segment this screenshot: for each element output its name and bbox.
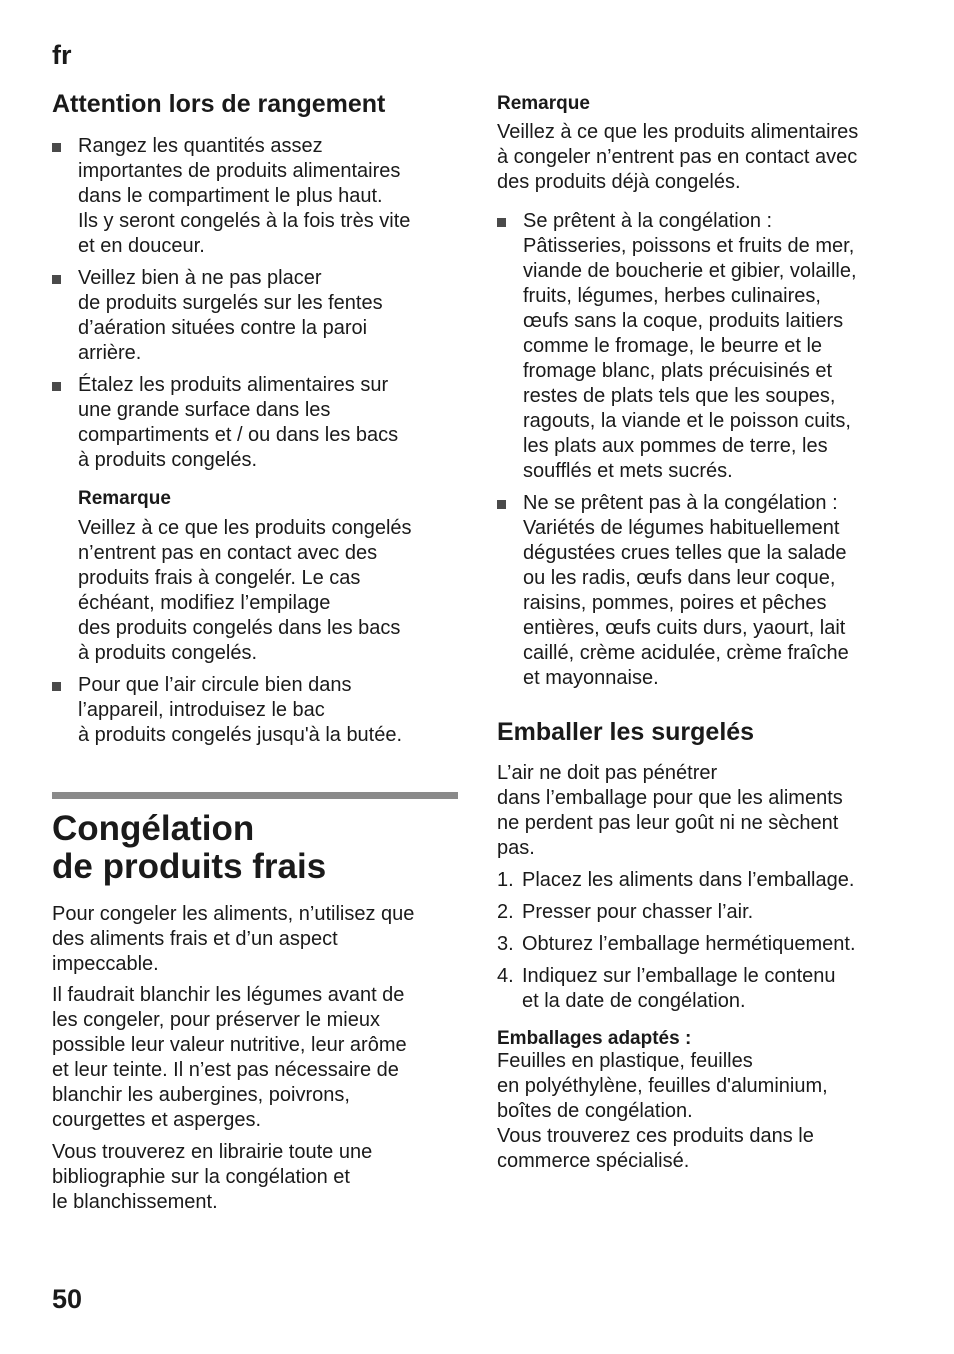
bullet-square-icon [52,682,61,691]
step-text: Presser pour chasser l’air. [522,901,754,923]
bullet-square-icon [497,218,506,227]
bullet-text: Veillez bien à ne pas placer de produits surgelés sur les fentes d’aération situées contre la paroi arrière. [78,267,383,364]
bullet-text: Pour que l’air circule bien dans l’appareil, introduisez le bac à produits congelés jusqu'à la butée. [78,674,403,746]
section-title-storage: Attention lors de rangement [52,90,386,118]
step-number: 3. [497,933,514,955]
paragraph: Pour congeler les aliments, n’utilisez que des aliments frais et d’un aspect impeccable. [52,903,415,975]
language-label: fr [52,40,72,70]
paragraph: Il faudrait blanchir les légumes avant de les congeler, pour préserver le mieux possible leur valeur nutritive, leur arôme et leur teinte. Il n’est pas nécessaire de blanchir les aubergines, poivrons, courgettes et asperges. [52,984,407,1131]
bullet-text: Ne se prêtent pas à la congélation : Variétés de légumes habituellement dégustées crues telles que la salade ou les radis, œufs dans leur coque, raisins, pommes, poires et pêches entières, œufs cuits durs, yaourt, lait caillé, crème acidulée, crème fraîche et mayonnaise. [523,492,849,689]
step-number: 1. [497,869,514,891]
step-text: Placez les aliments dans l’emballage. [522,869,855,891]
bullet-square-icon [497,500,506,509]
section-title-packaging: Emballer les surgelés [497,718,755,746]
step-text: Indiquez sur l’emballage le contenu et la date de congélation. [522,965,836,1012]
bullet-square-icon [52,382,61,391]
packaging-text: Feuilles en plastique, feuilles en polyéthylène, feuilles d'aluminium, boîtes de congélation. Vous trouverez ces produits dans le commerce spécialisé. [497,1050,828,1172]
step-number: 4. [497,965,514,987]
page-number: 50 [52,1284,83,1314]
step-text: Obturez l’emballage hermétiquement. [522,933,856,955]
step-number: 2. [497,901,514,923]
remark-title: Remarque [78,488,171,509]
bullet-text: Se prêtent à la congélation : Pâtisseries, poissons et fruits de mer, viande de boucherie et gibier, volaille, fruits, légumes, herbes culinaires, œufs sans la coque, produits laitiers comme le fromage, le beurre et le fromage blanc, plats précuisinés et restes de plats tels que les soupes, ragouts, la viande et le poisson cuits, les plats aux pommes de terre, les soufflés et mets sucrés. [523,210,857,482]
remark-text: Veillez à ce que les produits alimentaires à congeler n’entrent pas en contact avec des produits déjà congelés. [497,121,859,193]
chapter-divider [52,792,458,799]
paragraph: Vous trouverez en librairie toute une bibliographie sur la congélation et le blanchissement. [52,1141,373,1213]
bullet-text: Étalez les produits alimentaires sur une grande surface dans les compartiments et / ou dans les bacs à produits congelés. [78,374,399,471]
chapter-title: Congélation de produits frais [52,809,327,886]
remark-title: Remarque [497,93,590,114]
paragraph: L’air ne doit pas pénétrer dans l’emballage pour que les aliments ne perdent pas leur goût ni ne sèchent pas. [497,762,843,859]
remark-text: Veillez à ce que les produits congelés n’entrent pas en contact avec des produits frais à congelér. Le cas échéant, modifiez l’empilage des produits congelés dans les bacs à produits congelés. [78,517,412,664]
packaging-title: Emballages adaptés : [497,1028,692,1049]
bullet-square-icon [52,275,61,284]
bullet-square-icon [52,143,61,152]
bullet-text: Rangez les quantités assez importantes de produits alimentaires dans le compartiment le plus haut. Ils y seront congelés à la fois très vite et en douceur. [78,135,411,257]
